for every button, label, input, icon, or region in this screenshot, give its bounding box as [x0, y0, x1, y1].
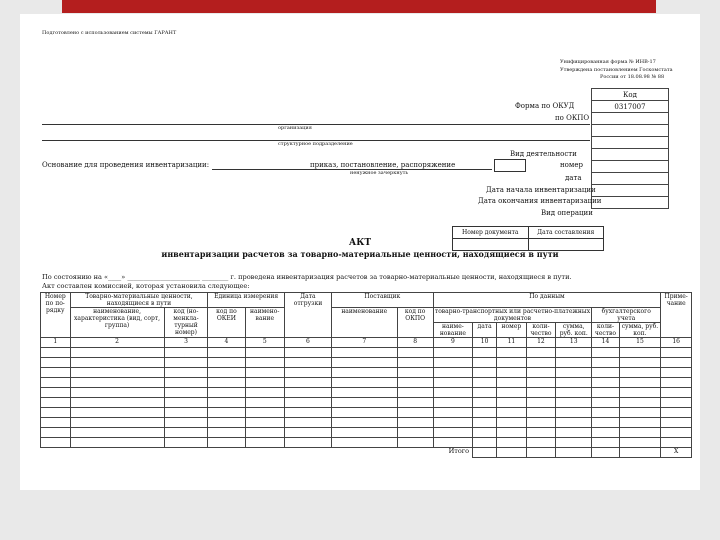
table-cell[interactable] [526, 418, 556, 428]
table-cell[interactable] [331, 408, 397, 418]
okpo-label: по ОКПО [555, 114, 590, 122]
table-cell[interactable] [473, 398, 497, 408]
total-label: Итого [448, 447, 470, 455]
table-cell[interactable] [331, 418, 397, 428]
org-code-blank [592, 125, 669, 137]
table-cell[interactable] [526, 428, 556, 438]
table-cell[interactable] [70, 348, 164, 358]
table-cell[interactable] [497, 398, 527, 408]
table-cell[interactable] [164, 428, 208, 438]
table-cell[interactable] [473, 438, 497, 448]
table-cell[interactable] [497, 438, 527, 448]
table-cell[interactable] [208, 368, 245, 378]
table-cell[interactable] [556, 358, 592, 368]
table-cell[interactable] [284, 358, 331, 368]
table-cell[interactable] [164, 348, 208, 358]
table-cell[interactable] [397, 368, 433, 378]
table-cell[interactable] [619, 418, 661, 428]
table-cell[interactable] [164, 408, 208, 418]
col-goods-name: наименование, характеристика (вид, сорт, группа) [70, 308, 164, 338]
table-cell[interactable] [70, 408, 164, 418]
table-cell[interactable] [433, 358, 472, 368]
top-accent-bar [62, 0, 656, 13]
col-goods-header: Товарно-материальные ценности, находящиеся в пути [70, 293, 208, 308]
col-data-header: По данным [433, 293, 661, 308]
column-number: 12 [526, 338, 556, 348]
table-cell[interactable] [397, 438, 433, 448]
table-cell[interactable] [164, 358, 208, 368]
table-row [41, 418, 692, 428]
column-number: 8 [397, 338, 433, 348]
table-cell[interactable] [473, 388, 497, 398]
table-cell[interactable] [556, 348, 592, 358]
table-cell[interactable] [556, 368, 592, 378]
table-cell[interactable] [397, 358, 433, 368]
table-cell[interactable] [208, 378, 245, 388]
table-cell[interactable] [284, 408, 331, 418]
table-cell[interactable] [284, 418, 331, 428]
table-cell[interactable] [433, 348, 472, 358]
table-cell[interactable] [661, 438, 692, 448]
column-number: 3 [164, 338, 208, 348]
table-cell[interactable] [245, 348, 284, 358]
total-cell [526, 448, 556, 458]
table-cell[interactable] [433, 428, 472, 438]
table-cell[interactable] [592, 388, 619, 398]
table-cell[interactable] [661, 348, 692, 358]
table-row [41, 388, 692, 398]
table-cell[interactable] [592, 438, 619, 448]
table-cell[interactable] [331, 438, 397, 448]
column-number: 11 [497, 338, 527, 348]
table-cell[interactable] [41, 368, 71, 378]
start-date-label: Дата начала инвентаризации [486, 186, 596, 194]
table-cell[interactable] [397, 378, 433, 388]
table-cell[interactable] [619, 438, 661, 448]
col-sum: сумма, руб. коп. [556, 323, 592, 338]
basis-label: Основание для проведения инвентаризации: [42, 161, 210, 169]
table-cell[interactable] [245, 428, 284, 438]
table-cell[interactable] [245, 408, 284, 418]
table-cell[interactable] [284, 378, 331, 388]
table-row [41, 378, 692, 388]
table-cell[interactable] [497, 378, 527, 388]
okpo-value [592, 113, 669, 125]
table-cell[interactable] [70, 398, 164, 408]
column-number: 4 [208, 338, 245, 348]
table-cell[interactable] [331, 348, 397, 358]
col-acc-sum: сумма, руб. коп. [619, 323, 661, 338]
column-number: 7 [331, 338, 397, 348]
status-line: По состоянию на «____» ______________________ ________ г. проведена инвентаризация расчетов за товарно-материальные ценности, находящиеся в пути. [42, 273, 572, 281]
table-cell[interactable] [619, 358, 661, 368]
table-cell[interactable] [433, 418, 472, 428]
column-number: 6 [284, 338, 331, 348]
table-cell[interactable] [41, 418, 71, 428]
table-cell[interactable] [526, 358, 556, 368]
col-doc-num: номер [497, 323, 527, 338]
table-cell[interactable] [208, 418, 245, 428]
col-doc-name: наиме-нование [433, 323, 472, 338]
table-cell[interactable] [661, 428, 692, 438]
table-cell[interactable] [164, 378, 208, 388]
table-cell[interactable] [592, 428, 619, 438]
table-cell[interactable] [284, 388, 331, 398]
order-number-label: номер [560, 161, 583, 169]
table-cell[interactable] [526, 368, 556, 378]
column-number: 5 [245, 338, 284, 348]
col-qty: коли-чество [526, 323, 556, 338]
software-note: Подготовлено с использованием системы ГАРАНТ [42, 30, 177, 36]
table-row [41, 368, 692, 378]
table-cell[interactable] [592, 348, 619, 358]
column-number: 13 [556, 338, 592, 348]
table-cell[interactable] [433, 388, 472, 398]
activity-label: Вид деятельности [510, 150, 577, 158]
col-goods-code: код (но-менкла-турный номер) [164, 308, 208, 338]
table-cell[interactable] [164, 438, 208, 448]
table-cell[interactable] [497, 388, 527, 398]
table-cell[interactable] [473, 418, 497, 428]
table-cell[interactable] [331, 368, 397, 378]
table-cell[interactable] [245, 358, 284, 368]
unified-form-label: Унифицированная форма № ИНВ-17 [560, 59, 656, 65]
doc-number-header: Номер документа [453, 227, 529, 239]
col-unit-name: наимено-вание [245, 308, 284, 338]
table-cell[interactable] [284, 398, 331, 408]
col-unit-okei: код по ОКЕИ [208, 308, 245, 338]
table-cell[interactable] [619, 398, 661, 408]
table-cell[interactable] [208, 408, 245, 418]
commission-line: Акт составлен комиссией, которая установила следующее: [42, 282, 250, 290]
table-cell[interactable] [526, 348, 556, 358]
code-header: Код [592, 89, 669, 101]
table-cell[interactable] [661, 398, 692, 408]
table-cell[interactable] [70, 358, 164, 368]
table-cell[interactable] [284, 368, 331, 378]
table-cell[interactable] [397, 398, 433, 408]
total-mark: X [661, 448, 692, 458]
table-cell[interactable] [41, 398, 71, 408]
column-number-row [41, 338, 692, 348]
col-ship-date-header: Дата отгрузки [284, 293, 331, 338]
table-row [41, 428, 692, 438]
table-cell[interactable] [556, 408, 592, 418]
table-cell[interactable] [70, 438, 164, 448]
table-cell[interactable] [556, 398, 592, 408]
table-cell[interactable] [661, 368, 692, 378]
approved-by-label: Утверждена постановлением Госкомстата [560, 67, 673, 73]
column-number: 9 [433, 338, 472, 348]
table-cell[interactable] [556, 438, 592, 448]
table-cell[interactable] [41, 388, 71, 398]
table-cell[interactable] [70, 428, 164, 438]
total-cell [473, 448, 497, 458]
table-cell[interactable] [473, 348, 497, 358]
col-unit-header: Единица измерения [208, 293, 285, 308]
table-cell[interactable] [331, 398, 397, 408]
table-cell[interactable] [661, 388, 692, 398]
dept-caption: структурное подразделение [278, 141, 353, 147]
operation-value [592, 197, 669, 209]
table-cell[interactable] [245, 398, 284, 408]
table-cell[interactable] [397, 348, 433, 358]
inventory-table [40, 292, 692, 458]
table-cell[interactable] [473, 368, 497, 378]
table-cell[interactable] [245, 418, 284, 428]
table-row [41, 358, 692, 368]
org-caption: организация [278, 125, 312, 131]
total-cell [592, 448, 619, 458]
table-cell[interactable] [619, 348, 661, 358]
table-cell[interactable] [497, 428, 527, 438]
document-page [20, 14, 700, 490]
table-cell[interactable] [661, 358, 692, 368]
doc-date-header: Дата составления [528, 227, 604, 239]
table-cell[interactable] [556, 388, 592, 398]
table-cell[interactable] [208, 358, 245, 368]
basis-options: приказ, постановление, распоряжение [310, 161, 456, 169]
table-cell[interactable] [70, 378, 164, 388]
total-cell [556, 448, 592, 458]
act-title: АКТ [348, 238, 372, 248]
table-cell[interactable] [526, 378, 556, 388]
column-number: 16 [661, 338, 692, 348]
table-cell[interactable] [245, 438, 284, 448]
col-acc-qty: коли-чество [592, 323, 619, 338]
table-cell[interactable] [208, 398, 245, 408]
table-cell[interactable] [164, 398, 208, 408]
table-cell[interactable] [433, 368, 472, 378]
table-cell[interactable] [208, 388, 245, 398]
table-cell[interactable] [331, 378, 397, 388]
table-cell[interactable] [619, 428, 661, 438]
table-cell[interactable] [70, 418, 164, 428]
col-transport-docs: товарно-транспортных или расчетно-платежных документов [434, 308, 591, 322]
col-supplier-okpo: код по ОКПО [397, 308, 433, 338]
table-cell[interactable] [245, 368, 284, 378]
col-doc-date: дата [473, 323, 497, 338]
table-cell[interactable] [70, 388, 164, 398]
act-subtitle: инвентаризации расчетов за товарно-материальные ценности, находящиеся в пути [161, 249, 559, 259]
table-cell[interactable] [164, 418, 208, 428]
table-cell[interactable] [592, 378, 619, 388]
table-cell[interactable] [497, 418, 527, 428]
table-cell[interactable] [592, 368, 619, 378]
table-row [41, 348, 692, 358]
table-cell[interactable] [208, 348, 245, 358]
table-cell[interactable] [497, 368, 527, 378]
table-cell[interactable] [592, 358, 619, 368]
codes-table [591, 88, 669, 209]
activity-value [592, 137, 669, 149]
org-line [42, 124, 590, 125]
table-cell[interactable] [497, 408, 527, 418]
start-date-value [592, 173, 669, 185]
table-cell[interactable] [331, 428, 397, 438]
table-cell[interactable] [208, 428, 245, 438]
table-cell[interactable] [526, 408, 556, 418]
table-cell[interactable] [556, 428, 592, 438]
total-cell [497, 448, 527, 458]
table-cell[interactable] [497, 358, 527, 368]
col-note-header: Приме-чание [661, 293, 692, 338]
table-cell[interactable] [284, 438, 331, 448]
okud-label: Форма по ОКУД [515, 102, 575, 110]
table-cell[interactable] [41, 348, 71, 358]
table-cell[interactable] [661, 378, 692, 388]
table-cell[interactable] [433, 398, 472, 408]
total-cell [619, 448, 661, 458]
table-row [41, 398, 692, 408]
table-cell[interactable] [592, 418, 619, 428]
column-number: 1 [41, 338, 71, 348]
column-number: 10 [473, 338, 497, 348]
col-num-header: Номер по по-рядку [41, 293, 71, 338]
col-supplier-header: Поставщик [331, 293, 433, 308]
table-cell[interactable] [41, 438, 71, 448]
table-cell[interactable] [208, 438, 245, 448]
table-cell[interactable] [397, 418, 433, 428]
table-cell[interactable] [473, 408, 497, 418]
table-cell[interactable] [245, 388, 284, 398]
table-cell[interactable] [619, 388, 661, 398]
col-supplier-name: наименование [331, 308, 397, 338]
col-accounting: бухгалтерского учета [592, 308, 661, 323]
table-cell[interactable] [397, 388, 433, 398]
table-cell[interactable] [526, 388, 556, 398]
table-cell[interactable] [245, 378, 284, 388]
table-cell[interactable] [164, 368, 208, 378]
table-cell[interactable] [619, 408, 661, 418]
table-cell[interactable] [473, 428, 497, 438]
table-row [41, 438, 692, 448]
table-cell[interactable] [397, 428, 433, 438]
table-cell[interactable] [473, 358, 497, 368]
table-cell[interactable] [433, 408, 472, 418]
table-cell[interactable] [526, 398, 556, 408]
basis-caption: ненужное зачеркнуть [350, 170, 409, 176]
table-row [41, 408, 692, 418]
table-cell[interactable] [497, 348, 527, 358]
order-date-value [592, 161, 669, 173]
end-date-label: Дата окончания инвентаризации [478, 197, 602, 205]
number-label-box [494, 159, 526, 172]
order-date-label: дата [565, 174, 582, 182]
table-cell[interactable] [284, 348, 331, 358]
end-date-value [592, 185, 669, 197]
table-cell[interactable] [331, 388, 397, 398]
table-cell[interactable] [592, 398, 619, 408]
table-cell[interactable] [661, 408, 692, 418]
table-cell[interactable] [70, 368, 164, 378]
table-cell[interactable] [284, 428, 331, 438]
total-row [41, 448, 692, 458]
table-cell[interactable] [433, 438, 472, 448]
column-number: 15 [619, 338, 661, 348]
table-cell[interactable] [164, 388, 208, 398]
table-cell[interactable] [556, 418, 592, 428]
column-number: 2 [70, 338, 164, 348]
table-cell[interactable] [556, 378, 592, 388]
operation-label: Вид операции [541, 209, 593, 217]
table-cell[interactable] [331, 358, 397, 368]
table-cell[interactable] [661, 418, 692, 428]
table-cell[interactable] [397, 408, 433, 418]
table-cell[interactable] [473, 378, 497, 388]
table-cell[interactable] [619, 368, 661, 378]
table-cell[interactable] [433, 378, 472, 388]
order-number-value [592, 149, 669, 161]
column-number: 14 [592, 338, 619, 348]
approval-date-label: России от 18.08.98 № 88 [600, 74, 665, 80]
table-cell[interactable] [41, 358, 71, 368]
okud-value: 0317007 [592, 101, 669, 113]
table-cell[interactable] [526, 438, 556, 448]
table-cell[interactable] [41, 428, 71, 438]
table-cell[interactable] [619, 378, 661, 388]
table-cell[interactable] [41, 408, 71, 418]
table-cell[interactable] [41, 378, 71, 388]
table-cell[interactable] [592, 408, 619, 418]
